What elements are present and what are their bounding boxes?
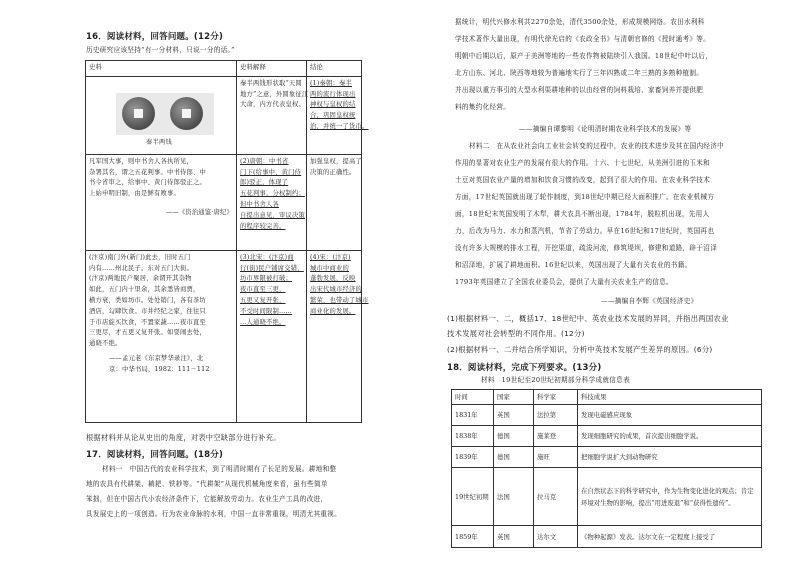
q18-header-scientist: 科学家 bbox=[534, 390, 578, 405]
right-column bbox=[397, 0, 794, 562]
q16-row3-interp: (3)北宋：(汴京)商 行(街)民户铺席交错， 坊市界限被打破； 夜市直至三更， 五更又复开张， 不受时间限制…… …人通晓不绝。 bbox=[237, 250, 307, 422]
coin-front-image bbox=[122, 97, 155, 130]
table-row: 1839年 德国 施旺 把细胞学说扩大到动物研究 bbox=[452, 447, 762, 468]
m2-line-2: 作用的显著对农业生产的发展有很大的作用。十六、十七世纪，从美洲引进的玉米和 bbox=[455, 159, 711, 167]
m2-line-9: 1793年英国建立了全国农业委员会，提供了大量有关农业生产的信息。 bbox=[455, 278, 673, 286]
q18-header-time: 时间 bbox=[452, 390, 494, 405]
table-row: 1859年 英国 达尔文 《物种起源》发表。达尔文在一定程度上接受了 bbox=[452, 526, 762, 548]
q16-row1-source bbox=[86, 76, 237, 154]
q16-footer: 根据材料并从论从史出的角度，对表中空缺部分进行补充。 bbox=[86, 433, 281, 442]
q18-header-country: 国家 bbox=[494, 390, 534, 405]
q16-row3-source: (汴京)南门外(新门)此去，旧时五门 内有……州北民子。东对五门大街。 (汴京)两地民户聚居，余谓开其杂物 如此，五门内十里余，其余悉皆商贾， 横方衰，类如坊市。处处销门，各有茶坊 酒店，勾肆饮食。市井经纪之家，往往只 于市店旋买饮食，不置家蔬……夜市直至 三更尽，才五更又复开张。如耍闹去处， 通晓不绝。 ——孟元老《东京梦华录注》，北 京：中华书局，1982：111－112 bbox=[86, 250, 237, 422]
q16-intro: 历史研究应该坚持“有一分材料，只说一分的话。” bbox=[86, 46, 235, 54]
m2-line-1: 材料二 在从农业社会向工业社会转变的过程中，农业的技术进步及其在国内经济中 bbox=[469, 142, 725, 150]
q16-row1-concl: (1)秦朝：秦半 两的流行体现出 神权与皇权的结 合，巩固皇权统 治，并统一了货币。 bbox=[307, 76, 362, 154]
m1-cont-line-5: 并出现以重方事引的大型水利渠耕地种的以由经营的饲料栽培、家畜饲养并提供肥 bbox=[455, 86, 704, 94]
q17-m1-line-2: 地的农具有代耕架、耥耙、铁耖等。“代耕架”从现代机械角度来看，虽有些简单 bbox=[86, 480, 328, 488]
q16-header-source: 史料 bbox=[86, 61, 237, 77]
coin-caption: 秦半两钱 bbox=[146, 138, 172, 146]
m2-line-4: 方面，17世纪英国就出现了轮作制度，到18世纪中期已经大面积推广。在农业机械方 bbox=[455, 193, 715, 201]
m2-line-8: 和沼泽地，扩展了耕地面积。16世纪以来，英国出现了大量有关农业的书籍。 bbox=[455, 261, 692, 269]
q16-row2-source: 凡军国大事，则中书舍人各执所见， 杂署其名，谓之五花判事。中书侍郎、中 书令省审之，给事中、黄门侍郎驳正之。 上始申明旧制，由是鲜有败事。 ——《资治通鉴·唐纪》 bbox=[86, 154, 237, 250]
table-row: 1831年 英国 法拉第 发现电磁感应现象 bbox=[452, 405, 762, 426]
q16-row2-concl: 加强皇权，提高了 决策的正确性。 bbox=[307, 154, 362, 250]
m1-cont-line-2: 学技术著作大量出现，有明代徐光启的《农政全书》与清朝官修的《授时通考》等。 bbox=[455, 35, 711, 43]
q18-heading: 18．阅读材料，完成下列要求。(13分) bbox=[447, 363, 602, 373]
ask-1-line-2: 技术发展对社会转型的不同作用。(12分) bbox=[447, 329, 585, 338]
m2-line-3: 土豆对英国农业产量的增加和饮食习惯的改变，起到了很大的作用。在农业科学技术 bbox=[455, 176, 711, 184]
q17-m1-line-1: 材料一 中国古代的农业科学技术，到了明清时期有了长足的发展。耕地和整 bbox=[102, 465, 337, 473]
q18-header-result: 科技成果 bbox=[578, 390, 762, 405]
q16-row2-interp: (2)唐朝：中书省 门下(给事中、黄门侍 郎)驳正，体现了 五花判事，分权制约； 但中书舍人各 自提出意见，审议决策 的程序较完善。 bbox=[237, 154, 307, 250]
q17-m1-line-3: 笨拙，但在中国古代小农经济条件下，它能解放劳动力。农业生产工具的改进， bbox=[86, 495, 328, 503]
m2-cite: ——摘编自李辉《英国经济史》 bbox=[601, 297, 698, 305]
ask-2: (2)根据材料一、二并结合所学知识，分析中英技术发展产生差异的原因。(6分) bbox=[447, 345, 713, 354]
m1-cont-line-3: 明朝中后期以后，原产于美洲等地的一些农作物被陆续引入我国。18世纪中叶以后， bbox=[455, 52, 713, 60]
ask-1-line-1: (1)根据材料一、二，概括17、18世纪中、英农业技术发展的异同，并指出两国农业 bbox=[447, 314, 729, 323]
q18-material-title: 材料 19世纪至20世纪初期部分科学成就信息表 bbox=[481, 376, 630, 384]
q16-header-concl: 结论 bbox=[307, 61, 362, 77]
m2-line-5: 面，18世纪末英国发明了木犁，耕犬农具不断出现，1784年，脱粒机出现，先用人 bbox=[455, 210, 710, 218]
m2-line-6: 力，后改为马力、水力和蒸汽机，节省了劳动力。早在16世纪和17世纪时，英国再也 bbox=[455, 227, 715, 235]
q17-m1-line-4: 具发展史上的一项创造。行为农业命脉的水利，中国一直非常重视，明清尤其重视。 bbox=[86, 510, 342, 518]
m1-cont-line-6: 料的集约化经营。 bbox=[455, 103, 511, 111]
q16-header-interp: 史料解释 bbox=[237, 61, 307, 77]
q16-table bbox=[85, 60, 369, 423]
q16-row1-interp: 秦半两钱形状取“天圆 地方”之意，外圆象征江 大命，内方代表皇权。 bbox=[237, 76, 307, 154]
coin-back-image bbox=[170, 97, 203, 130]
q16-heading: 16．阅读材料，回答问题。(12分) bbox=[86, 32, 224, 42]
m1-cite: ——摘编自谭黎明《论明清时期农业科学技术的发展》等 bbox=[519, 125, 692, 133]
q16-row3-concl: (4)宋：(汴京) 城市中商业的 蓬勃发展，反映 出宋代城市经济的 繁荣，也带动了城市 商业化的发展。 bbox=[307, 250, 362, 422]
q17-heading: 17．阅读材料，回答问题。(18分) bbox=[86, 450, 224, 460]
m1-cont-line-4: 北方山东、河北、陕西等地较为普遍地实行了三年四熟或二年三熟的多熟种植制。 bbox=[455, 69, 704, 77]
q18-table bbox=[451, 389, 762, 548]
table-row: 19世纪初期 法国 拉马克 在自然状态下的科学研究中，作为生物变化进化的观点；肯定环境对生物的影响，提出“用进废退”和“获得性遗传”。 bbox=[452, 468, 762, 526]
m1-cont-line-1: 据统计，明代兴修水利共2270余处，清代3500余处，形成规模网络。农田水利科 bbox=[455, 18, 705, 26]
m2-line-7: 没有许多大规模的排水工程，开挖渠道，疏浚河流，修筑堤坝，修建和道路，辟于沼泽 bbox=[455, 244, 717, 252]
coin-photo bbox=[116, 93, 214, 135]
table-row: 1838年 德国 施莱登 发现细胞研究的成果，首次提出细胞学说。 bbox=[452, 426, 762, 447]
